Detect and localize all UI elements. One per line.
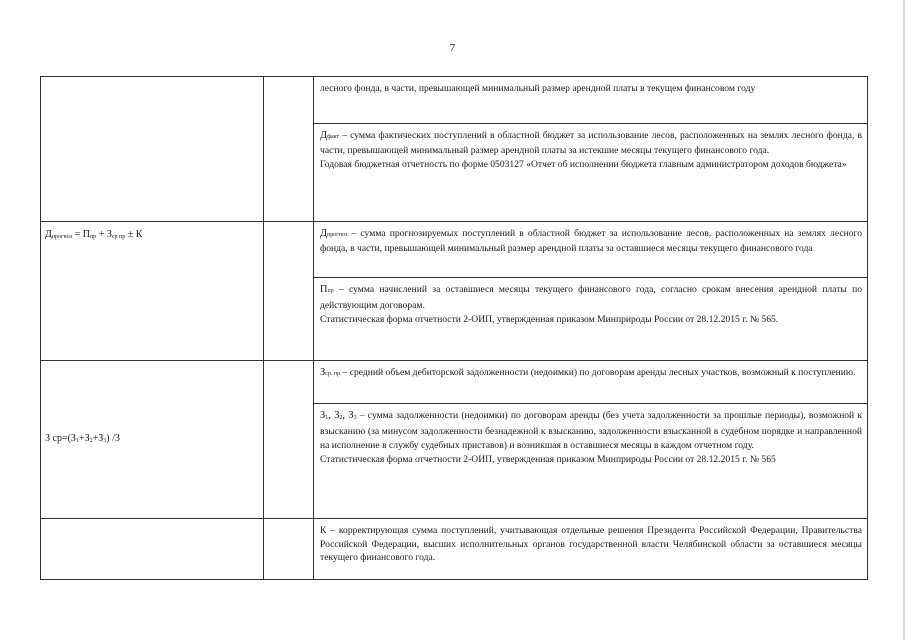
- description-text: Дпрогноз – сумма прогнозируемых поступлений в областной бюджет за использование лесов, расположенных на землях лесного фонда, в части, превышающей минимальный размер арендной платы за оставшиеся месяцы текущего финансового года: [320, 227, 862, 255]
- source-text: Статистическая форма отчетности 2-ОИП, утвержденная приказом Минприроды России от 28.12.2015 г. № 565.: [320, 313, 779, 325]
- source-text: Годовая бюджетная отчетность по форме 0503127 «Отчет об исполнении бюджета главным администратором доходов бюджета»: [320, 158, 847, 170]
- description-cell: [314, 403, 868, 518]
- source-text: Статистическая форма отчетности 2-ОИП, утвержденная приказом Минприроды России от 28.12.2015 г. № 565: [320, 453, 776, 465]
- table-row: [41, 519, 868, 580]
- table-row: [41, 361, 868, 404]
- description-cell: [314, 519, 868, 580]
- empty-cell: [264, 77, 314, 222]
- arrears-formula: З $ср=(З_1+З_2+З_3)$ /3: [41, 361, 264, 519]
- formula-cell-empty: [41, 77, 264, 222]
- description-cell: [314, 123, 868, 221]
- formula-cell-empty: [41, 519, 264, 580]
- description-cell: [314, 361, 868, 404]
- description-text: К – корректирующая сумма поступлений, учитывающая отдельные решения Президента Российской Федерации, Правительства Российской Федерации, высших исполнительных органов государственной власти Челябинской области за оставшиеся месяцы текущего финансового года.: [320, 525, 862, 564]
- description-text: Ппр – сумма начислений за оставшиеся месяцы текущего финансового года, согласно срокам внесения арендной платы по действующим договорам.: [320, 284, 862, 311]
- description-text: Дфакт – сумма фактических поступлений в областной бюджет за использование лесов, расположенных на землях лесного фонда, в части, превышающей минимальный размер арендной платы за истекшие месяцы текущего финансового года.: [320, 129, 862, 157]
- forecast-formula: $Д_{прогноз} = П_{пр} + З_{ср пр} \pm К$: [41, 221, 264, 361]
- table-row: [41, 221, 868, 278]
- methodology-table: [40, 76, 868, 580]
- empty-cell: [264, 221, 314, 361]
- description-cell: [314, 278, 868, 361]
- table-row: [41, 77, 868, 124]
- empty-cell: [264, 361, 314, 519]
- empty-cell: [264, 519, 314, 580]
- description-text: лесного фонда, в части, превышающей минимальный размер арендной платы в текущем финансовом году: [320, 83, 756, 94]
- symbol-subscript: факт: [327, 133, 340, 140]
- description-cell: [314, 77, 868, 124]
- description-cell: [314, 221, 868, 278]
- page-number: 7: [449, 42, 456, 54]
- symbol: Д: [320, 129, 328, 141]
- description-text: $З_1$, $З_2$, $З_3$ – сумма задолженности (недоимки) по договорам аренды (без учета задолженности за прошлые периоды), возможной к взысканию (за минусом задолженности безнадежной к взысканию, задолженности взысканной в судебном порядке и направленной на исполнение в службу судебных приставов) и возникшая в оставшиеся месяцы в каждом отчетном году.: [320, 409, 862, 452]
- description-text: Зср. пр – средний объем дебиторской задолженности (недоимки) по договорам аренды лесных участков, возможный к поступлению.: [320, 367, 856, 379]
